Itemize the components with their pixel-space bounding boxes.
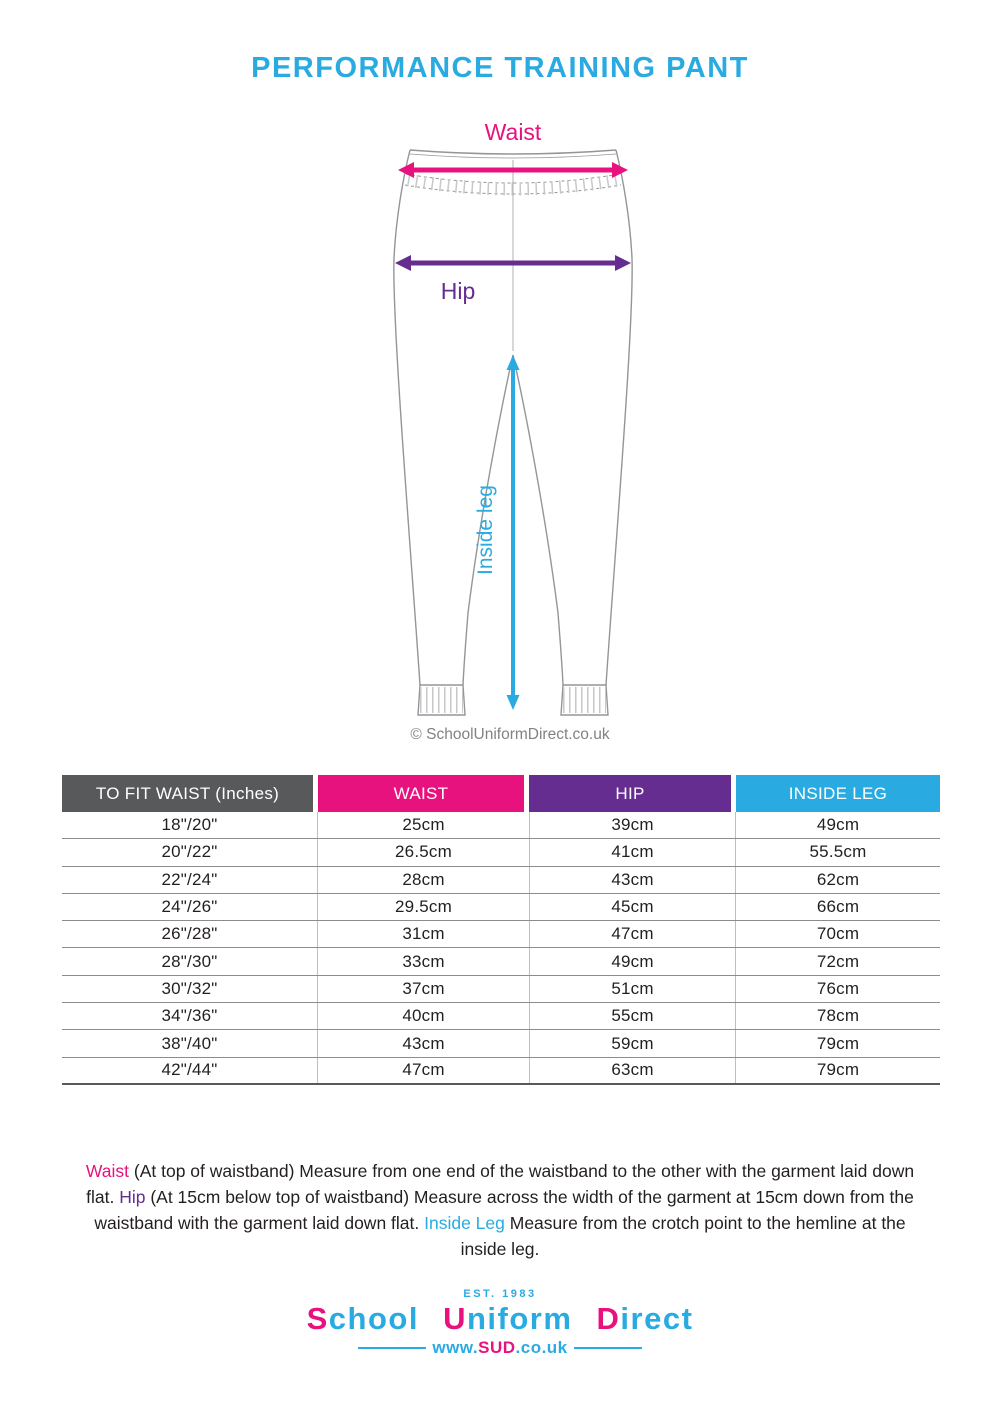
table-cell: 34"/36" xyxy=(161,1006,218,1026)
instruction-text-3: Measure from the crotch point to the hemline at the inside leg. xyxy=(460,1213,906,1259)
hip-keyword: Hip xyxy=(119,1187,146,1207)
table-cell: 24"/26" xyxy=(161,897,218,917)
logo-word-direct xyxy=(597,1301,694,1336)
instruction-text-2: (At 15cm below top of waistband) Measure across the width of the garment at 15cm down from the waistband with the garment laid down flat. xyxy=(94,1187,914,1233)
table-cell: 72cm xyxy=(735,948,940,974)
size-chart-header-row xyxy=(62,775,940,812)
table-cell: 43cm xyxy=(529,867,735,893)
table-row xyxy=(62,921,940,948)
logo-url-www: www. xyxy=(432,1338,479,1357)
inside-leg-arrow xyxy=(507,355,520,710)
header-inside-leg: INSIDE LEG xyxy=(736,775,940,812)
logo-word-rest: irect xyxy=(620,1301,694,1336)
inside-leg-label: Inside leg xyxy=(474,485,497,575)
logo-initial: U xyxy=(443,1301,467,1336)
hip-label: Hip xyxy=(440,278,476,304)
table-row xyxy=(62,976,940,1003)
measurement-instructions xyxy=(85,1158,915,1262)
table-row xyxy=(62,1030,940,1057)
logo-word-rest: chool xyxy=(328,1301,419,1336)
pant-measurement-diagram xyxy=(368,118,648,766)
table-cell: 76cm xyxy=(735,976,940,1002)
table-cell: 59cm xyxy=(529,1030,735,1056)
table-cell: 29.5cm xyxy=(317,894,529,920)
logo-initial: S xyxy=(306,1301,329,1336)
header-to-fit-waist: TO FIT WAIST (Inches) xyxy=(62,775,313,812)
table-cell: 28cm xyxy=(317,867,529,893)
table-cell: 51cm xyxy=(529,976,735,1002)
table-cell: 22"/24" xyxy=(161,869,218,889)
table-cell: 45cm xyxy=(529,894,735,920)
table-cell: 39cm xyxy=(529,812,735,838)
table-cell: 33cm xyxy=(317,948,529,974)
logo-dash-right xyxy=(574,1347,642,1350)
table-cell: 79cm xyxy=(735,1030,940,1056)
table-cell: 55cm xyxy=(529,1003,735,1029)
table-cell: 79cm xyxy=(735,1058,940,1083)
waist-keyword: Waist xyxy=(85,1161,130,1181)
table-cell: 26.5cm xyxy=(317,839,529,865)
table-cell: 37cm xyxy=(317,976,529,1002)
logo-url-sud: SUD xyxy=(478,1338,516,1357)
table-cell: 70cm xyxy=(735,921,940,947)
logo-word-rest: niform xyxy=(466,1301,573,1336)
table-cell: 18"/20" xyxy=(161,815,218,835)
logo-website-line xyxy=(0,1338,1000,1358)
table-cell: 49cm xyxy=(735,812,940,838)
table-cell: 28"/30" xyxy=(161,951,218,971)
inside-leg-keyword: Inside Leg xyxy=(424,1213,505,1233)
logo-dash-left xyxy=(358,1347,426,1350)
table-cell: 42"/44" xyxy=(161,1060,218,1080)
table-row xyxy=(62,1058,940,1085)
table-cell: 62cm xyxy=(735,867,940,893)
table-cell: 63cm xyxy=(529,1058,735,1083)
logo-wordmark xyxy=(0,1301,1000,1337)
logo-word-school xyxy=(307,1301,419,1336)
size-chart-body xyxy=(62,812,940,1085)
table-row xyxy=(62,867,940,894)
header-waist: WAIST xyxy=(318,775,524,812)
header-hip: HIP xyxy=(529,775,731,812)
table-cell: 43cm xyxy=(317,1030,529,1056)
table-row xyxy=(62,1003,940,1030)
table-cell: 41cm xyxy=(529,839,735,865)
waist-label: Waist xyxy=(484,119,542,145)
table-cell: 30"/32" xyxy=(161,978,218,998)
logo-initial: D xyxy=(596,1301,621,1336)
table-cell: 49cm xyxy=(529,948,735,974)
table-row xyxy=(62,839,940,866)
table-cell: 78cm xyxy=(735,1003,940,1029)
table-cell: 20"/22" xyxy=(161,842,218,862)
table-cell: 40cm xyxy=(317,1003,529,1029)
table-row xyxy=(62,894,940,921)
table-cell: 55.5cm xyxy=(735,839,940,865)
instruction-text-1: (At top of waistband) Measure from one end of the waistband to the other with the garment laid down flat. xyxy=(86,1161,915,1207)
table-row xyxy=(62,948,940,975)
diagram-copyright: © SchoolUniformDirect.co.uk xyxy=(410,726,610,743)
table-cell: 31cm xyxy=(317,921,529,947)
table-row xyxy=(62,812,940,839)
page-title: PERFORMANCE TRAINING PANT xyxy=(251,52,749,84)
table-cell: 66cm xyxy=(735,894,940,920)
table-cell: 38"/40" xyxy=(161,1033,218,1053)
logo-established-text: EST. 1983 xyxy=(463,1288,537,1300)
size-chart-table xyxy=(62,775,940,1085)
table-cell: 25cm xyxy=(317,812,529,838)
logo-url-couk: .co.uk xyxy=(515,1338,568,1357)
brand-logo xyxy=(0,1288,1000,1358)
table-cell: 47cm xyxy=(529,921,735,947)
table-cell: 26"/28" xyxy=(161,924,218,944)
table-cell: 47cm xyxy=(317,1058,529,1083)
logo-word-uniform xyxy=(443,1301,572,1336)
